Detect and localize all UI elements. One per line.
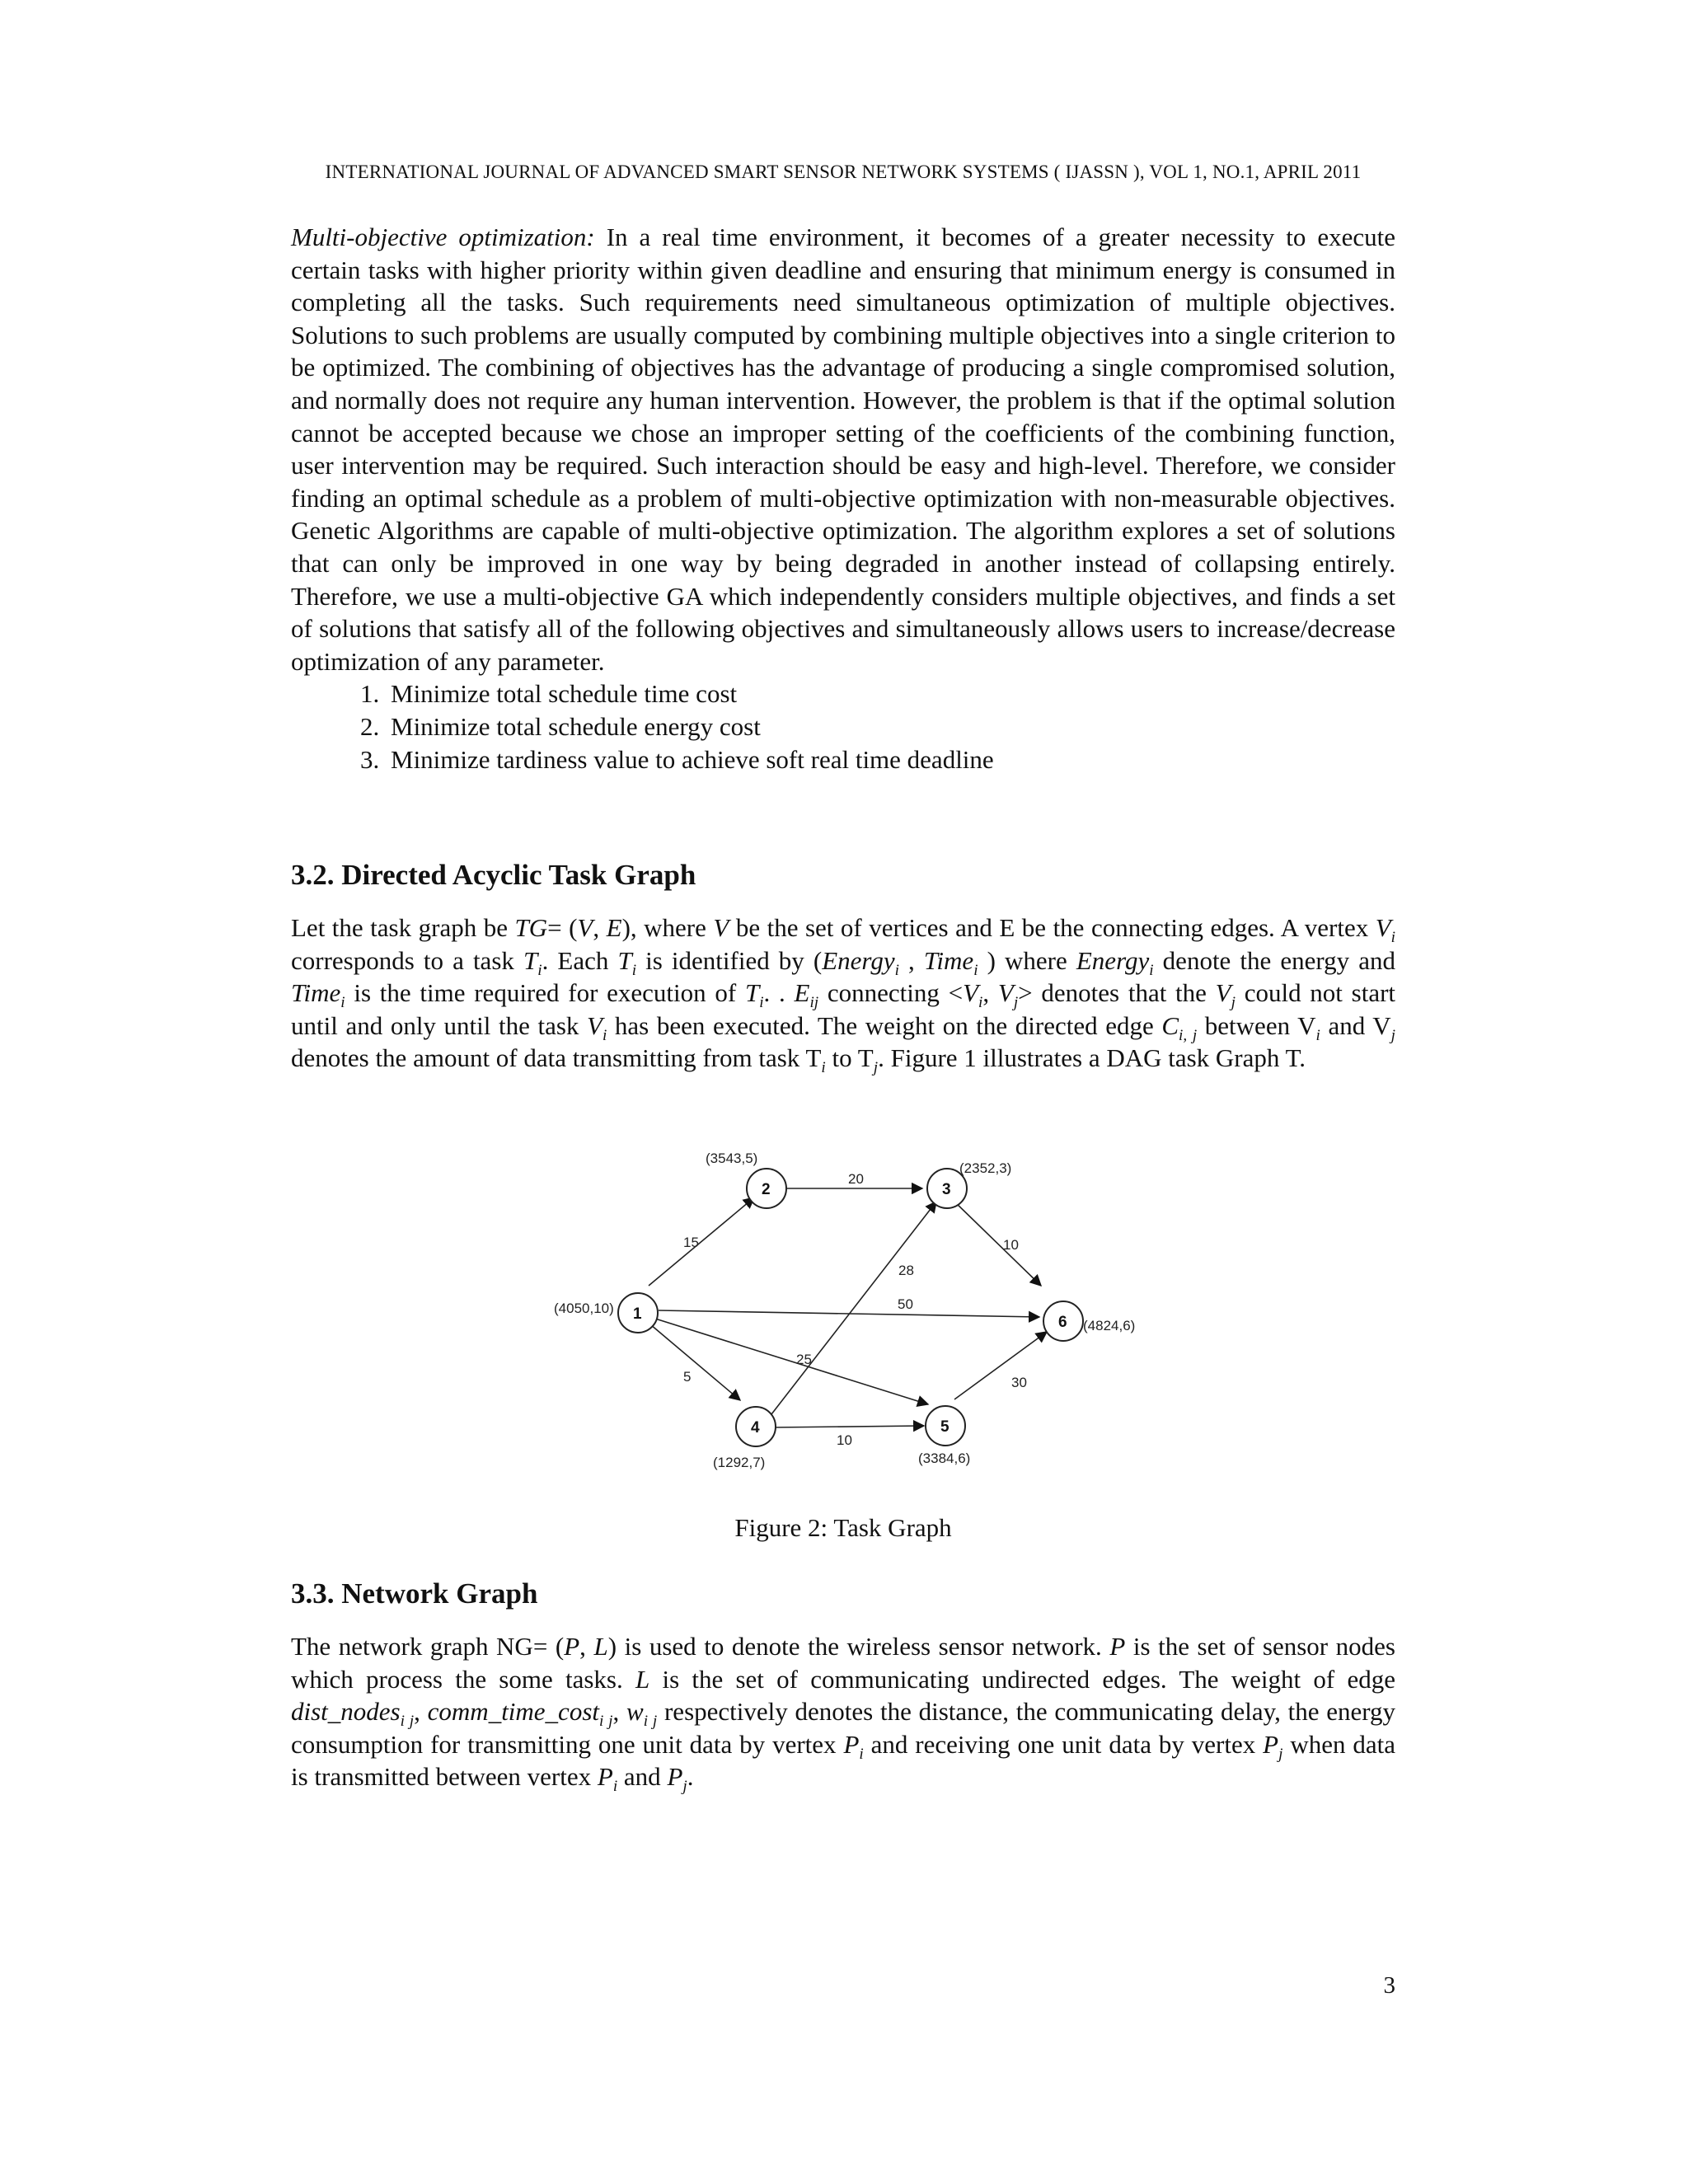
text: , xyxy=(414,1697,428,1727)
var: P xyxy=(597,1762,613,1792)
var: P xyxy=(1263,1729,1279,1759)
text: , xyxy=(898,945,924,975)
sub: ij xyxy=(809,994,819,1012)
text: and xyxy=(617,1762,668,1792)
var: V xyxy=(1215,978,1231,1008)
var: Time xyxy=(923,945,974,975)
var: Energy xyxy=(1076,945,1150,975)
task-graph-figure xyxy=(544,1141,1170,1471)
sub: j xyxy=(873,1059,879,1077)
section-heading-network: 3.3. Network Graph xyxy=(291,1577,538,1610)
text: be the set of vertices and E be the connecting edges. A vertex xyxy=(729,913,1376,942)
var: V xyxy=(587,1010,603,1040)
text: , xyxy=(579,1632,594,1661)
text: ) where xyxy=(978,945,1076,975)
var: TG xyxy=(514,913,548,942)
node-id: 6 xyxy=(1058,1314,1067,1331)
list-item: 2. Minimize total schedule energy cost xyxy=(386,710,1395,743)
var: C xyxy=(1161,1010,1179,1040)
dag-text xyxy=(291,912,1395,1075)
edge-weight: 50 xyxy=(898,1296,913,1312)
sub: i, j xyxy=(1179,1026,1198,1044)
var: V xyxy=(577,913,593,942)
edge-weight: 15 xyxy=(683,1235,699,1250)
sub: i j xyxy=(643,1713,658,1731)
var: T xyxy=(744,978,760,1008)
edge-1-5 xyxy=(655,1319,928,1404)
paragraph-text: In a real time environment, it becomes of a greater necessity to execute certain tasks with higher priority within given deadline and ensuring that minimum energy is consumed in completing all the tasks. Such requirements need simultaneous optimization of multiple objectives. Solutions to such problems are usually computed by combining multiple objectives into a single criterion to be optimized. The combining of objectives has the advantage of producing a single compromised solution, and normally does not require any human intervention. However, the problem is that if the optimal solution cannot be accepted because we chose an improper setting of the coefficients of the combining function, user intervention may be required. Such interaction should be easy and high-level. Therefore, we consider finding an optimal schedule as a problem of multi-objective optimization with non-measurable objectives. Genetic Algorithms are capable of multi-objective optimization. The algorithm explores a set of solutions that can only be improved in one way by being degraded in another instead of collapsing entirely. Therefore, we use a multi-objective GA which independently considers multiple objectives, and finds a set of solutions that satisfy all of the following objectives and simultaneously allows users to increase/decrease optimization of any parameter. xyxy=(291,223,1396,676)
edge-3-6 xyxy=(953,1200,1041,1286)
sub: i j xyxy=(400,1713,415,1731)
text: respectively denotes the distance, the communicating delay, the energy consumption for transmitting one unit data by vertex xyxy=(291,1697,1396,1759)
graph-node xyxy=(554,1293,658,1333)
var: comm_time_cost xyxy=(427,1697,599,1727)
graph-node xyxy=(927,1160,1011,1208)
node-label: (4824,6) xyxy=(1083,1318,1136,1333)
edge-weight: 20 xyxy=(848,1171,864,1187)
node-id: 3 xyxy=(942,1181,951,1198)
var: L xyxy=(593,1632,608,1661)
text: is the time required for execution of xyxy=(345,978,745,1008)
edge-weight: 10 xyxy=(837,1432,852,1448)
text: ), where xyxy=(621,913,714,942)
edge-weight: 5 xyxy=(683,1369,692,1385)
sub: i xyxy=(859,1745,864,1763)
var: T xyxy=(617,945,632,975)
text: . Figure 1 illustrates a DAG task Graph T. xyxy=(878,1043,1306,1073)
text: . xyxy=(687,1762,694,1792)
sub: i j xyxy=(599,1713,613,1731)
var: E xyxy=(606,913,622,942)
text: , xyxy=(612,1697,627,1727)
text: denotes the amount of data transmitting from task T xyxy=(291,1043,822,1073)
text: = ( xyxy=(547,913,578,942)
sub: j xyxy=(1390,1026,1396,1044)
text: is the set of sensor nodes which process the some tasks. xyxy=(291,1632,1395,1694)
node-id: 5 xyxy=(940,1418,950,1436)
var: V xyxy=(997,978,1014,1008)
node-label: (1292,7) xyxy=(713,1455,766,1470)
edge-5-6 xyxy=(954,1332,1047,1399)
sub: i xyxy=(1149,961,1154,979)
edge-weight: 28 xyxy=(898,1263,914,1278)
graph-node xyxy=(1043,1301,1135,1341)
text: ) is used to denote the wireless sensor network. xyxy=(607,1632,1110,1661)
dag-paragraph xyxy=(291,912,1395,1075)
text: to T xyxy=(825,1043,874,1073)
node-id: 1 xyxy=(633,1305,642,1323)
node-label: (3384,6) xyxy=(918,1451,971,1466)
var: V xyxy=(713,913,729,942)
text: , xyxy=(593,913,607,942)
text: corresponds to a task xyxy=(291,945,523,975)
network-text xyxy=(291,1630,1396,1796)
var: P xyxy=(667,1762,683,1792)
multi-objective-paragraph xyxy=(291,221,1395,677)
node-label: (3543,5) xyxy=(706,1151,758,1166)
sub: i xyxy=(978,994,983,1012)
var: E xyxy=(794,978,810,1008)
text: , xyxy=(982,978,998,1008)
node-label: (4050,10) xyxy=(554,1301,614,1316)
text: . Each xyxy=(542,945,618,975)
text: when data is transmitted between vertex xyxy=(291,1729,1396,1792)
paragraph-lead: Multi-objective optimization: xyxy=(291,223,595,251)
edge-1-4 xyxy=(650,1324,740,1400)
text: The network graph NG= ( xyxy=(291,1632,565,1661)
var: P xyxy=(843,1729,860,1759)
graph-node xyxy=(713,1407,776,1470)
edge-1-2 xyxy=(649,1197,754,1286)
objectives-list xyxy=(291,677,1395,776)
var: Energy xyxy=(822,945,895,975)
list-item: 1. Minimize total schedule time cost xyxy=(386,677,1395,710)
text: > denotes that the xyxy=(1018,978,1216,1008)
sub: i xyxy=(759,994,764,1012)
sub: j xyxy=(1013,994,1019,1012)
var: P xyxy=(564,1632,580,1661)
sub: j xyxy=(1278,1745,1283,1763)
var: dist_nodes xyxy=(291,1697,401,1727)
sub: i xyxy=(821,1059,826,1077)
var: Time xyxy=(291,978,341,1008)
edge-4-5 xyxy=(772,1426,924,1427)
text: denote the energy and xyxy=(1153,945,1396,975)
text: and receiving one unit data by vertex xyxy=(863,1729,1264,1759)
var: V xyxy=(963,978,979,1008)
text: . . xyxy=(763,978,795,1008)
edge-weight: 10 xyxy=(1003,1237,1019,1253)
sub: i xyxy=(973,961,978,979)
text: connecting < xyxy=(818,978,964,1008)
node-label: (2352,3) xyxy=(959,1160,1012,1176)
text: Let the task graph be xyxy=(291,913,515,942)
edge-weight: 30 xyxy=(1011,1375,1027,1390)
edge-1-6 xyxy=(659,1310,1039,1317)
network-paragraph xyxy=(291,1630,1396,1796)
text: is identified by ( xyxy=(636,945,823,975)
edge-weight: 25 xyxy=(796,1352,812,1367)
var: P xyxy=(1109,1632,1126,1661)
text: has been executed. The weight on the directed edge xyxy=(607,1010,1162,1040)
sub: j xyxy=(1231,994,1236,1012)
multi-objective-block xyxy=(291,221,1395,776)
text: could not start until and only until the task xyxy=(291,978,1396,1040)
sub: i xyxy=(537,961,542,979)
var: T xyxy=(523,945,538,975)
node-id: 4 xyxy=(751,1419,760,1436)
figure-caption: Figure 2: Task Graph xyxy=(734,1513,952,1542)
graph-node xyxy=(706,1151,786,1208)
text: is the set of communicating undirected edges. The weight of edge xyxy=(649,1664,1395,1694)
page-number: 3 xyxy=(1383,1972,1395,1999)
sub: i xyxy=(1390,929,1395,947)
graph-node xyxy=(918,1406,970,1466)
sub: i xyxy=(612,1778,618,1796)
sub: j xyxy=(682,1778,687,1796)
sub: i xyxy=(1315,1026,1320,1044)
var: V xyxy=(1375,913,1391,942)
section-heading-dag: 3.2. Directed Acyclic Task Graph xyxy=(291,859,696,891)
sub: i xyxy=(602,1026,607,1044)
node-id: 2 xyxy=(762,1181,771,1198)
running-header: INTERNATIONAL JOURNAL OF ADVANCED SMART SENSOR NETWORK SYSTEMS ( IJASSN ), VOL 1, NO.1, APRIL 2011 xyxy=(325,162,1362,182)
sub: i xyxy=(631,961,637,979)
text: between V xyxy=(1197,1010,1316,1040)
sub: i xyxy=(894,961,899,979)
text: and V xyxy=(1320,1010,1391,1040)
var: w xyxy=(626,1697,644,1727)
list-item: 3. Minimize tardiness value to achieve soft real time deadline xyxy=(386,743,1395,776)
sub: i xyxy=(340,994,345,1012)
var: L xyxy=(635,1664,650,1694)
